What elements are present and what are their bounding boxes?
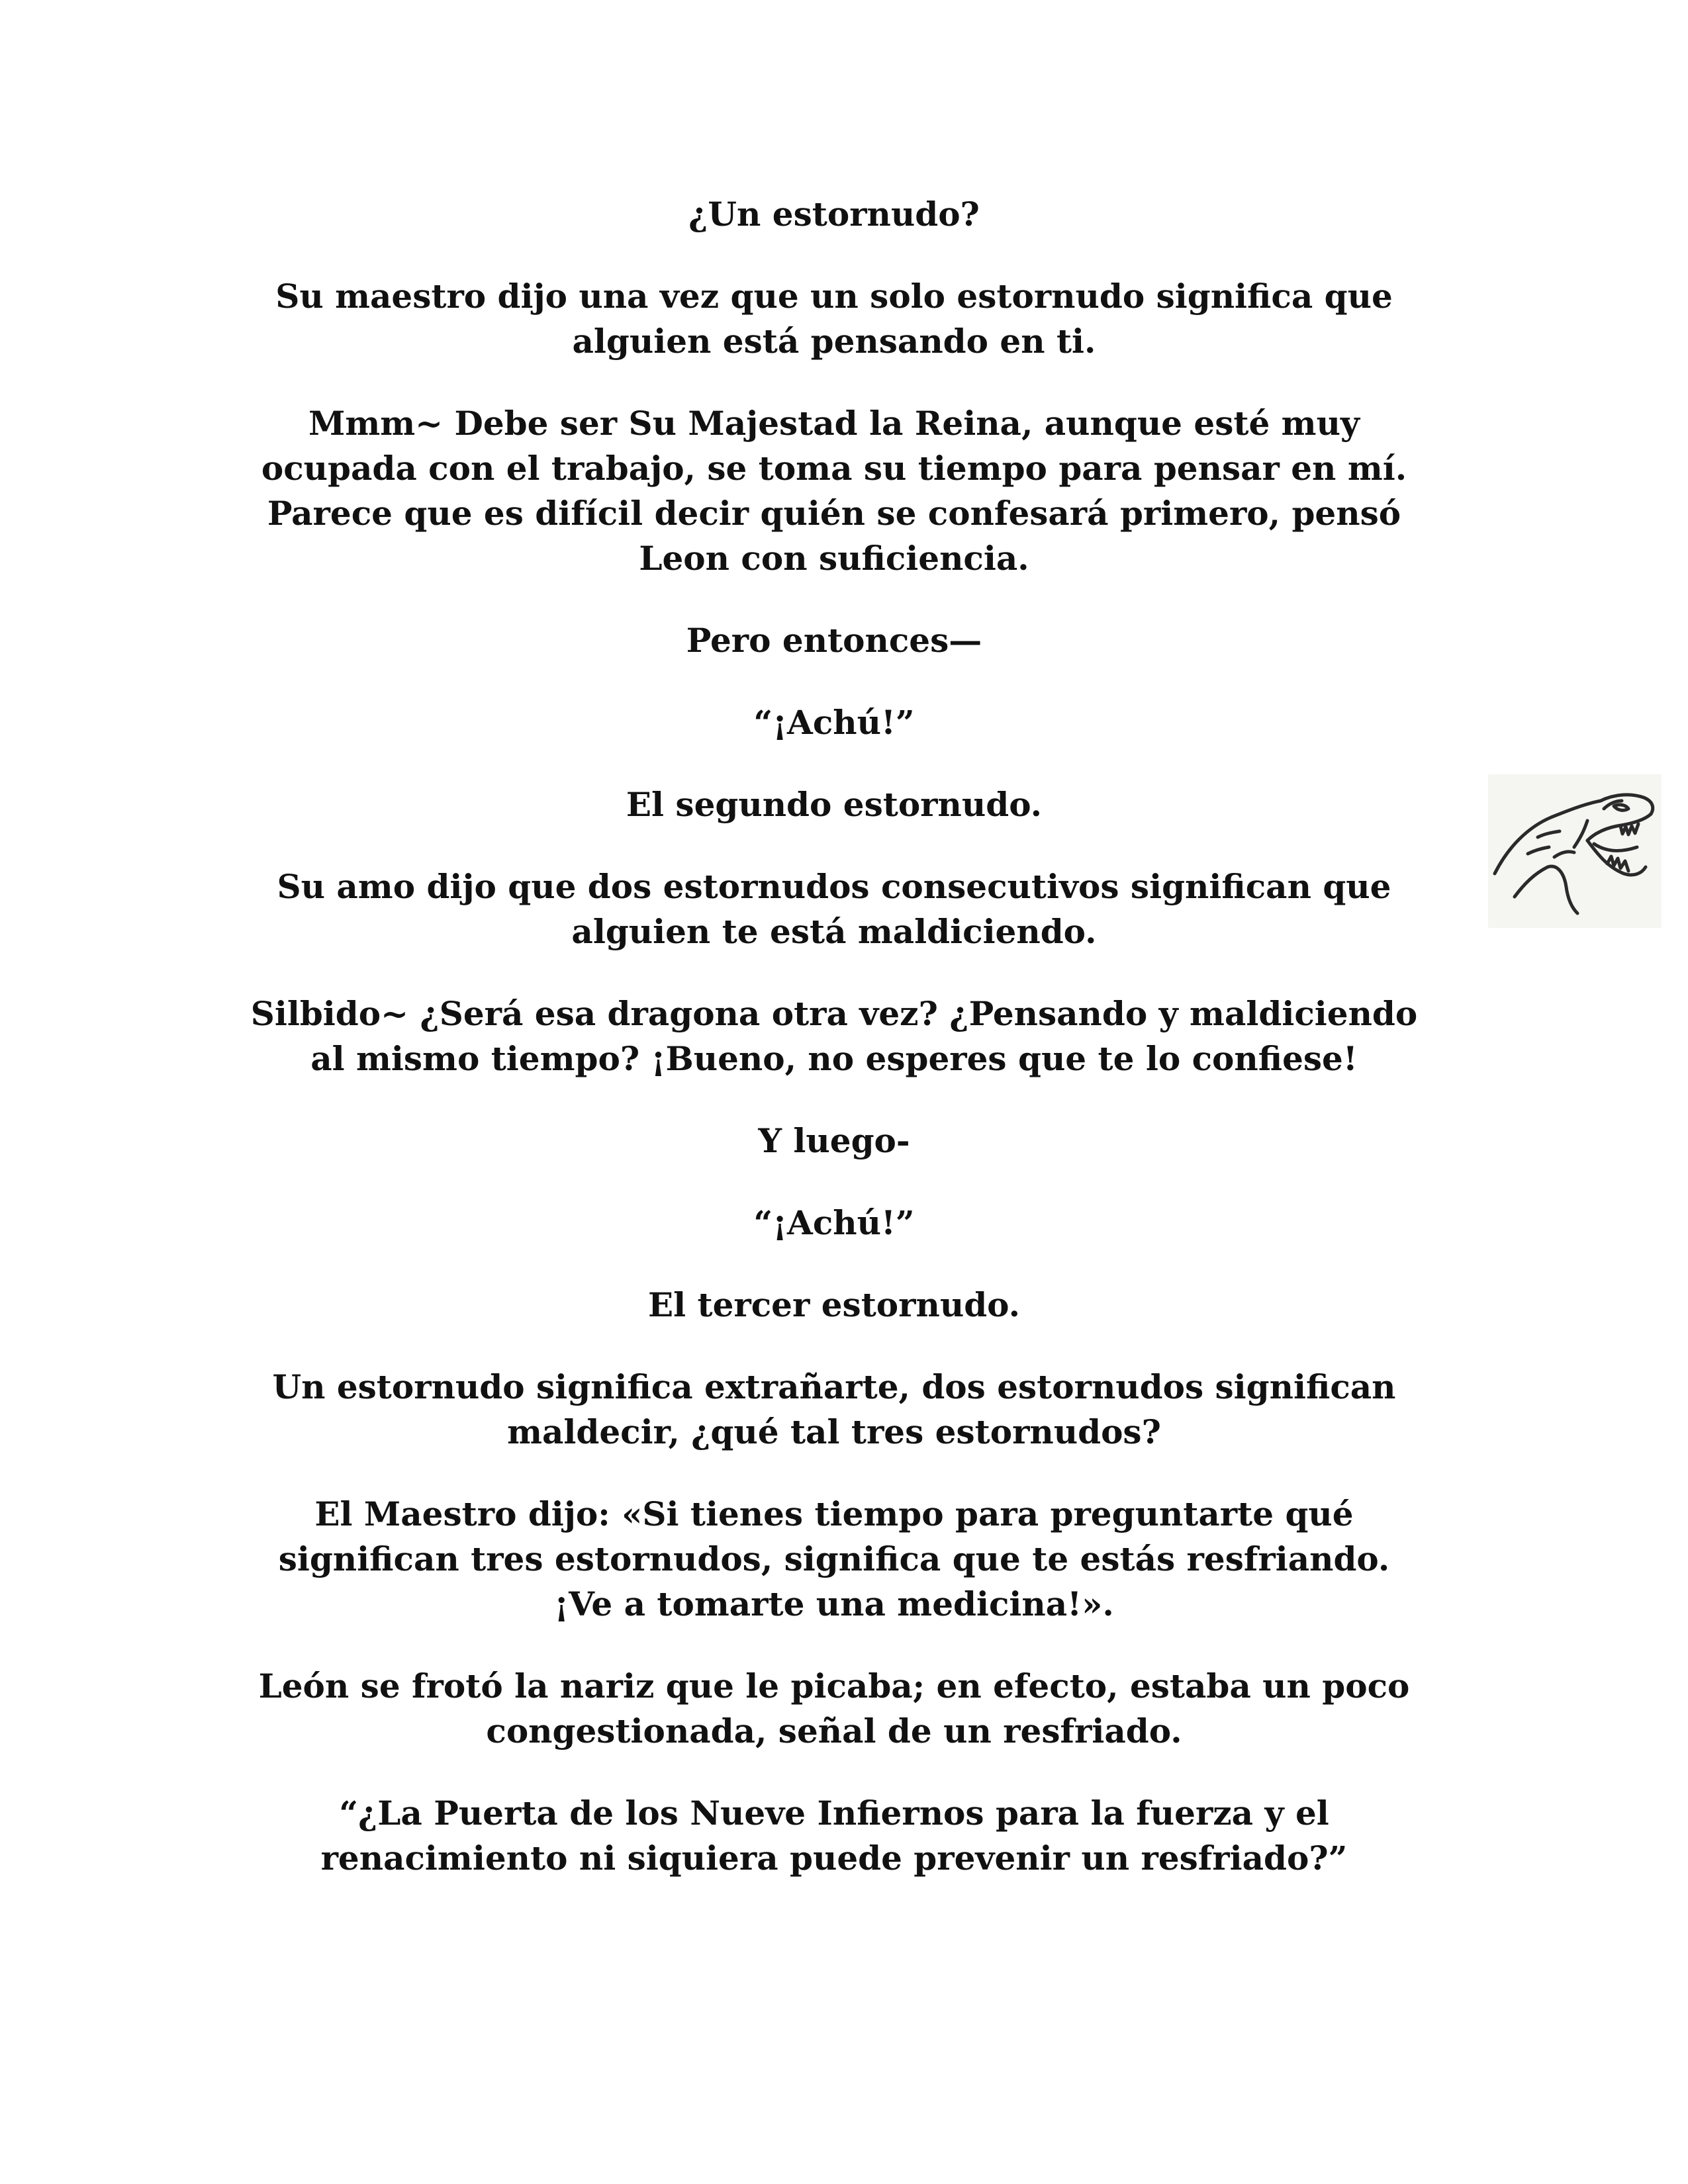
body-text <box>218 192 1450 1918</box>
paragraph-11: El tercer estornudo. <box>647 1285 1021 1324</box>
paragraph-5: “¡Achú!” <box>753 703 915 742</box>
paragraph-2: Su maestro dijo una vez que un solo estornudo significa que alguien está pensando en ti. <box>275 277 1393 361</box>
paragraph-7: Su amo dijo que dos estornudos consecutivos significan que alguien te está maldiciendo. <box>277 867 1391 951</box>
paragraph-14: León se frotó la nariz que le picaba; en efecto, estaba un poco congestionada, señal de un resfriado. <box>258 1666 1410 1751</box>
paragraph-12: Un estornudo significa extrañarte, dos estornudos significan maldecir, ¿qué tal tres estornudos? <box>272 1367 1396 1451</box>
paragraph-4: Pero entonces— <box>686 621 982 660</box>
dinosaur-head-sketch-icon <box>1488 774 1662 928</box>
paragraph-9: Y luego- <box>758 1121 910 1160</box>
paragraph-13: El Maestro dijo: «Si tienes tiempo para preguntarte qué significan tres estornudos, significa que te estás resfriando. ¡Ve a tomarte una medicina!». <box>278 1494 1390 1623</box>
paragraph-10: “¡Achú!” <box>753 1203 915 1242</box>
paragraph-1: ¿Un estornudo? <box>688 195 980 234</box>
paragraph-15: “¿La Puerta de los Nueve Infiernos para la fuerza y el renacimiento ni siquiera puede prevenir un resfriado?” <box>320 1794 1348 1878</box>
paragraph-6: El segundo estornudo. <box>626 785 1043 824</box>
paragraph-3: Mmm~ Debe ser Su Majestad la Reina, aunque esté muy ocupada con el trabajo, se toma su tiempo para pensar en mí. Parece que es difícil decir quién se confesará primero, pensó Leon con suficiencia. <box>261 404 1407 578</box>
paragraph-8: Silbido~ ¿Será esa dragona otra vez? ¿Pensando y maldiciendo al mismo tiempo? ¡Bueno, no esperes que te lo confiese! <box>250 994 1418 1078</box>
